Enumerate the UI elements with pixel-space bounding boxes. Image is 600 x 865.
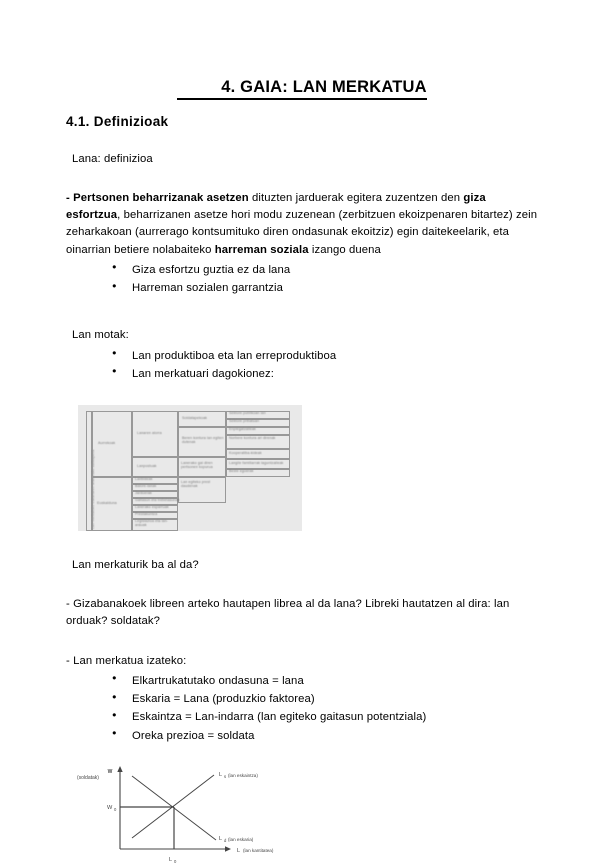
table-cell-text: Lanerako gai diren pertsonen kopurua [181,461,213,470]
labour-supply-demand-chart [74,759,302,865]
table-cell-text: Enplegatzaileak [229,427,256,432]
table-cell-text: Lanerako esparruak [135,505,169,510]
chart-svg [74,759,302,865]
table-cell-text: Lanpostuak [137,464,157,469]
table-cell-text: Sektore pribatuan [229,419,260,424]
table-cell-text: Aurrekoak [98,441,116,446]
table-cell-text: Lan egiteko prest daudenak [181,480,211,489]
demand-series-sub: d [224,837,227,843]
supply-series-legend: (lan eskaintza) [228,772,258,778]
izateko-bullet-list [66,672,538,745]
y-axis-label: (soldatak) [77,774,99,781]
list-item: ● Giza esfortzu guztia ez da lana [112,261,538,279]
equilibrium-wage-label: W [107,804,113,811]
list-item: ● Eskaria = Lana (produzkio faktorea) [112,690,538,708]
equilibrium-wage-sub: 0 [114,806,117,812]
title-text: 4. GAIA: LAN MERKATUA [221,78,427,96]
definition-paragraph [66,190,538,259]
table-cell-text: Lanaren alorra [137,431,162,436]
lana-definizioa-line: Lana: definizioa [72,152,153,165]
table-cell-text: Beren kontura lan egiten dutenak [182,436,224,445]
table-cell-text: Norbere kontura ari direnak [229,436,276,441]
list-item: ● Harreman sozialen garrantzia [112,279,538,297]
table-cell-text: Gaitasun eta trebetasunak [135,498,180,503]
y-axis-symbol: W [107,768,113,775]
definition-text-2: , beharrizanen asetze hori modu zuzenean (zerbitzuen ekoizpenaren bitartez) zein zeharkakoan (aurrerago kontsumituko diren ondasunak ekoitziz) egin daitekeelarik, eta oinarrian betiere nolabaiteko [66,209,538,256]
table-cell-text: Jarduerak [135,491,152,496]
demand-series-legend: (lan eskaria) [228,836,254,842]
list-item: ● Lan produktiboa eta lan erreproduktiboa [112,347,538,365]
definition-bullet-list [66,261,538,298]
classification-table-figure [78,405,302,531]
lan-merkatua-izateko-label: - Lan merkatua izateko: [66,654,187,667]
table-cell-text: Beste egoerak [229,469,254,474]
table-cell-text: Langile familiarrak laguntzaileak [229,461,284,466]
x-axis-arrow-icon [225,846,231,851]
table-cell-text: Euskalduna [97,501,117,506]
y-axis-arrow-icon [117,766,122,772]
table-cell-text: Prestakuntza [135,512,158,517]
section-heading: 4.1. Definizioak [66,113,169,129]
gizabanakoek-paragraph: - Gizabanakoek libreen arteko hautapen librea al da lana? Libreki hautatzen al dira: lan orduak? soldatak? [66,598,510,628]
definition-text-1: dituzten jarduerak egitera zuzentzen den [248,192,464,205]
page-content [66,0,538,865]
table-cell-text: Balore-lanak [135,484,157,489]
x-axis-symbol: L [237,847,241,854]
equilibrium-quantity-label: L [169,856,173,863]
table-cell-text: Kooperatiba-kideak [229,451,262,456]
lan-motak-label: Lan motak: [72,329,129,342]
list-item: ● Eskaintza = Lan-indarra (lan egiteko gaitasun potentziala) [112,708,538,726]
table-cell-text: Soldatapekoak [182,416,208,421]
demand-series-symbol: L [219,835,223,842]
equilibrium-quantity-sub: 0 [174,858,177,864]
definition-bold-1: - Pertsonen beharrizanak asetzen [66,192,249,205]
definition-bold-3: harreman soziala [214,243,309,256]
table-cell-text: Legislazioa eta lan-arauak [135,519,168,528]
x-axis-label: (lan kantitatea) [243,847,274,853]
page-title [66,0,538,100]
supply-series-sub: s [224,773,227,779]
table-cell-text: Sektore publikoan lan [229,411,266,416]
list-item: ● Oreka prezioa = soldata [112,727,538,745]
table-vertical-caption: Lan merkatuko eskariaren araberako sailkapena [91,449,95,530]
definition-text-3: izango duena [308,243,381,256]
supply-series-symbol: L [219,771,223,778]
list-item: ● Lan merkatuari dagokionez: [112,365,538,383]
table-cell-text: Lanbideak [135,477,153,482]
lan-motak-bullet-list [66,347,538,384]
definition-bold-2: giza esfortzua [66,192,486,222]
lan-merkaturik-question: Lan merkaturik ba al da? [72,559,199,572]
list-item: ● Elkartrukatutako ondasuna = lana [112,672,538,690]
